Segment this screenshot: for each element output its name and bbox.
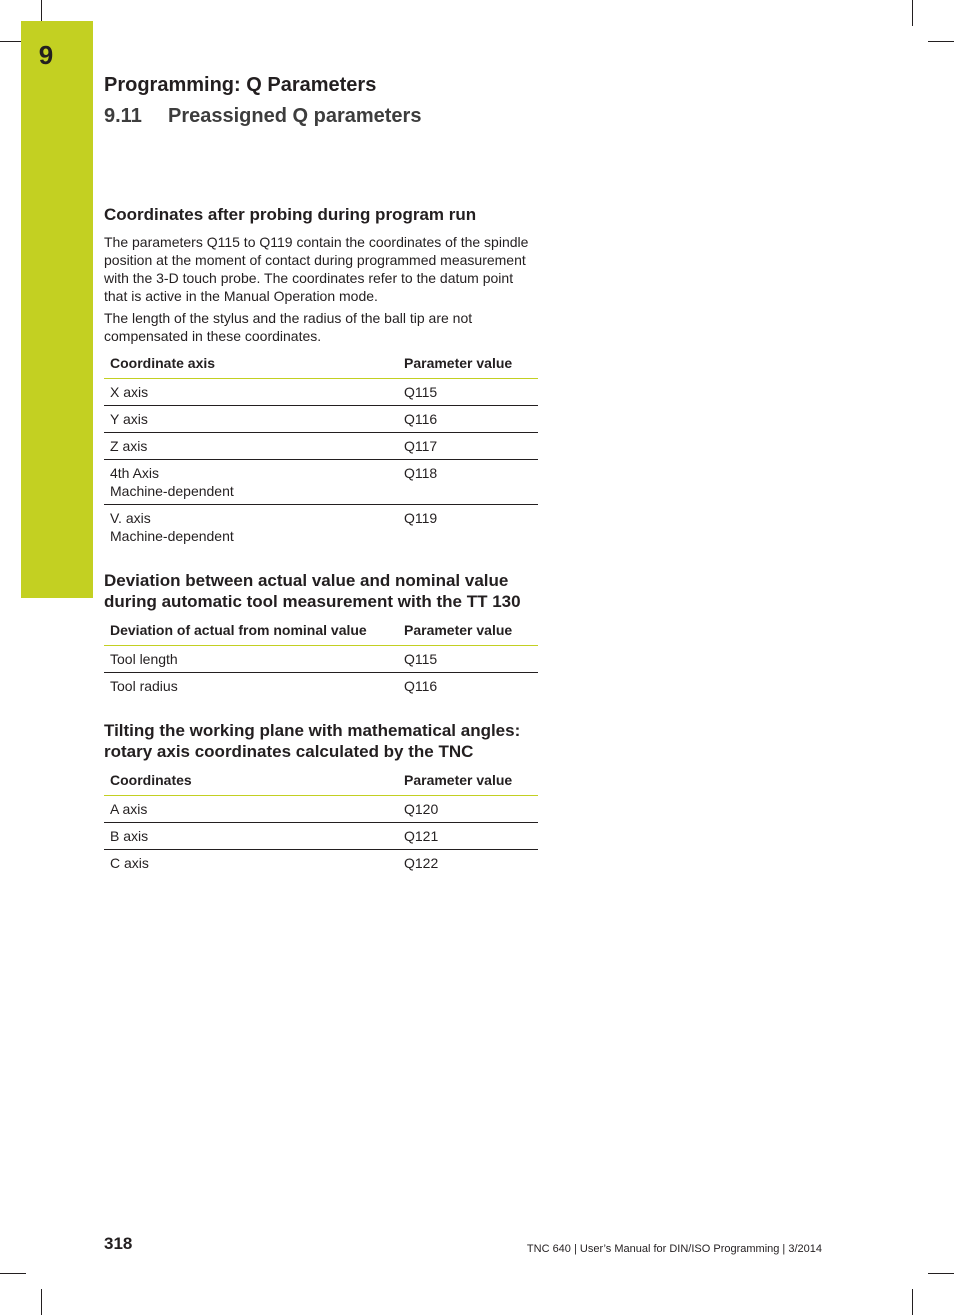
- axis-note: Machine-dependent: [110, 528, 234, 544]
- axis-cell: Z axis: [104, 433, 398, 460]
- section-heading: [104, 570, 540, 612]
- axis-cell: A axis: [104, 796, 398, 823]
- crop-mark: [928, 1273, 954, 1274]
- table-row: [104, 460, 538, 505]
- table-header-row: [104, 351, 538, 379]
- parameter-cell: Q122: [404, 855, 439, 871]
- parameter-cell: Q117: [398, 433, 538, 460]
- parameter-cell: Q116: [398, 406, 538, 433]
- parameter-cell: Q119: [404, 510, 438, 526]
- heading-line: rotary axis coordinates calculated by the TNC: [104, 742, 474, 761]
- parameter-cell: Q121: [398, 823, 538, 850]
- main-content: [104, 204, 540, 876]
- table-row: [104, 850, 538, 877]
- coordinates-table: [104, 351, 538, 549]
- parameter-cell: Q118: [398, 460, 538, 505]
- crop-mark: [41, 1289, 42, 1315]
- table-header-row: [104, 618, 538, 646]
- axis-cell: B axis: [104, 823, 398, 850]
- parameter-cell: Q116: [404, 678, 438, 694]
- axis-cell: X axis: [104, 379, 398, 406]
- column-header: Parameter value: [398, 618, 538, 646]
- table-row: [104, 646, 538, 673]
- table-row: [104, 823, 538, 850]
- rotary-axis-table: [104, 768, 538, 876]
- axis-label: V. axis: [110, 510, 151, 526]
- footer-text: TNC 640 | User’s Manual for DIN/ISO Programming | 3/2014: [526, 1243, 822, 1255]
- chapter-title: Programming: Q Parameters: [104, 74, 377, 96]
- axis-label: 4th Axis: [110, 465, 160, 481]
- column-header: Parameter value: [398, 351, 538, 379]
- column-header: Coordinate axis: [104, 351, 398, 379]
- axis-cell: C axis: [110, 855, 149, 871]
- heading-line: Deviation between actual value and nominal value: [104, 571, 509, 590]
- section-title-text: Preassigned Q parameters: [168, 105, 422, 127]
- deviation-table: [104, 618, 538, 699]
- axis-note: Machine-dependent: [110, 483, 234, 499]
- crop-mark: [928, 41, 954, 42]
- section-number: 9.11: [104, 105, 142, 127]
- heading-line: during automatic tool measurement with the TT 130: [104, 592, 521, 611]
- chapter-number: 9: [38, 40, 54, 70]
- axis-cell: Y axis: [104, 406, 398, 433]
- parameter-cell: Q115: [398, 646, 538, 673]
- axis-cell: [104, 460, 398, 505]
- table-header-row: [104, 768, 538, 796]
- column-header: Parameter value: [398, 768, 538, 796]
- column-header: Deviation of actual from nominal value: [104, 618, 398, 646]
- section-deviation-tool-measurement: [104, 570, 540, 699]
- section-heading: Coordinates after probing during program run: [104, 205, 477, 224]
- table-row: [104, 796, 538, 823]
- parameter-cell: Q120: [398, 796, 538, 823]
- column-header: Coordinates: [104, 768, 398, 796]
- section-tilting-working-plane: [104, 720, 540, 876]
- table-row: [104, 406, 538, 433]
- section-coordinates-after-probing: [104, 204, 540, 549]
- label-cell: Tool radius: [110, 678, 178, 694]
- table-row: [104, 505, 538, 550]
- section-title: [104, 103, 421, 129]
- parameter-cell: Q115: [398, 379, 538, 406]
- crop-mark: [0, 1273, 26, 1274]
- table-row: [104, 433, 538, 460]
- paragraph: The parameters Q115 to Q119 contain the coordinates of the spindle position at the moment of contact during programmed measurement with the 3-D touch probe. The coordinates refer to the datum point that is active in the Manual Operation mode.: [104, 234, 529, 304]
- crop-mark: [912, 0, 913, 26]
- page-number: 318: [104, 1234, 133, 1253]
- table-row: [104, 379, 538, 406]
- chapter-side-bar: [21, 21, 93, 598]
- paragraph: The length of the stylus and the radius of the ball tip are not compensated in these coordinates.: [104, 310, 473, 344]
- table-row: [104, 673, 538, 700]
- heading-line: Tilting the working plane with mathematical angles:: [104, 721, 521, 740]
- axis-cell: [104, 505, 398, 550]
- section-heading: [104, 720, 540, 762]
- crop-mark: [912, 1289, 913, 1315]
- label-cell: Tool length: [104, 646, 398, 673]
